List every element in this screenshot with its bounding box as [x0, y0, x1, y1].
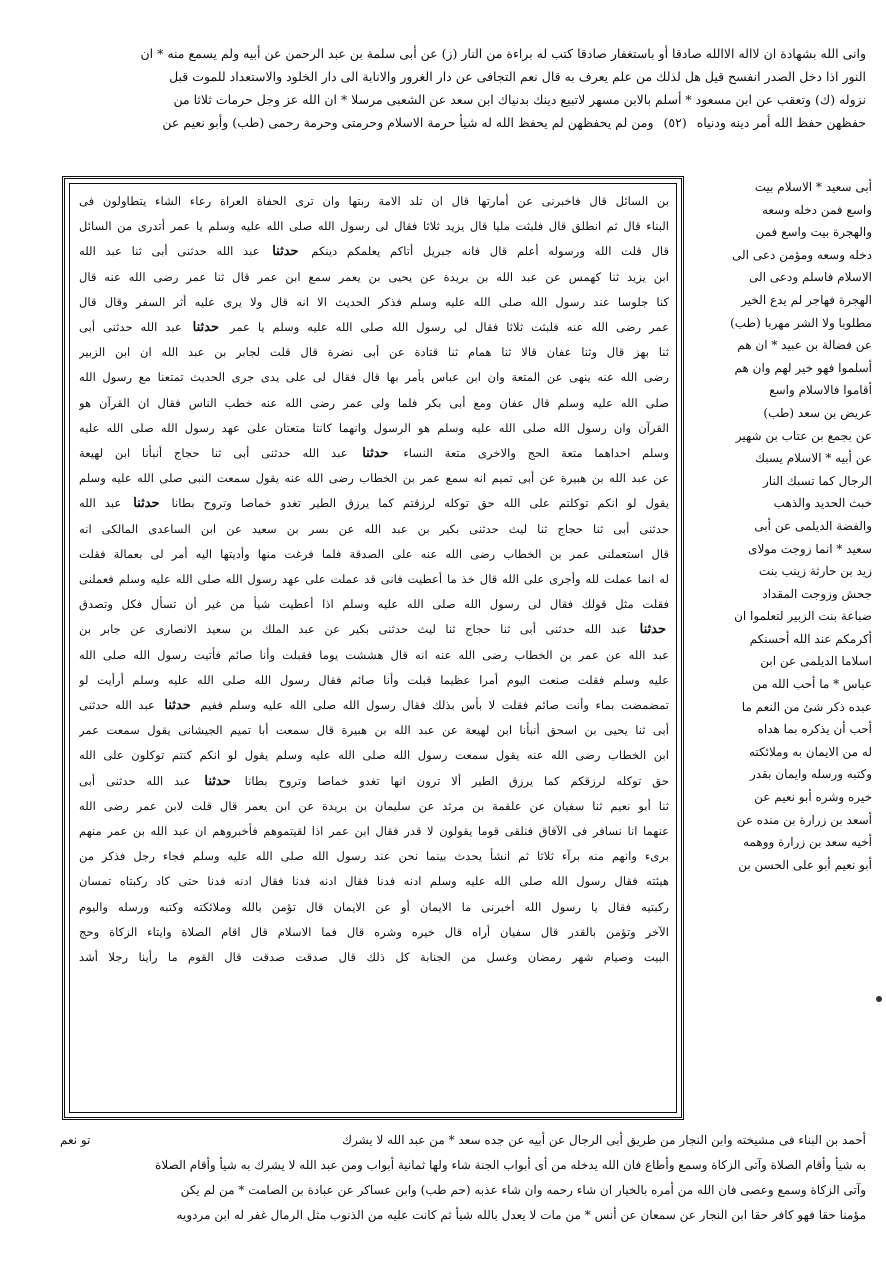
main-line-segment: ثنا بهز قال وثنا عفان قالا ثنا همام ثنا قتادة عن أبى نضرة قال قلت لجابر بن عبد الله ان ابن الزبير	[79, 345, 669, 360]
main-line-segment: عبد الله حدثنى أبى ثنا حجاج ثنا ليث حدثنى بكير عن عبد الملك بن سعيد الانصارى عن جابر بن	[79, 622, 637, 637]
side-line-24: عبده ذكر شئ من النعم ما	[741, 699, 872, 714]
side-line-13: عن أبيه * الاسلام يسبك	[755, 451, 872, 466]
edge-dot	[876, 996, 882, 1002]
side-line-22: اسلاما الديلمى عن ابن	[760, 654, 872, 669]
top-line-4	[60, 111, 866, 134]
bottom-line-1-text: أحمد بن البناء فى مشيخته وابن النجار من طريق أبى الرجال عن أبيه عن جده سعد * من عبد الله لا يشرك	[342, 1133, 866, 1147]
main-line-30	[79, 920, 669, 945]
top-line-4-end: ومن لم يحفظهن لم يحفظ الله له شيأ حرمة الاسلام وحرمتى وحرمة رحمى (طب) وأبو نعيم عن	[162, 115, 654, 130]
main-line-segment: ركبتيه فقال يا رسول الله أخبرنى ما الايمان أو عن الايمان قال تؤمن بالله وملائكته وكتبه ورسله واليوم	[79, 899, 669, 914]
bottom-line-3: وآتى الزكاة وسمع وعصى فان الله من أمره بالخيار ان شاء رحمه وان شاء عذبه (حم طب) وابن عساكر عن عبادة بن الصامت * من لم يكن	[180, 1183, 866, 1197]
main-line-segment: فقلت مثل قولك فقال لى رسول الله صلى الله عليه وسلم اذا أعطيت شيأ من غير أن تسأل فكل وتصدق	[79, 597, 669, 612]
main-line-16	[79, 567, 669, 592]
main-line-segment: البيت وصيام شهر رمضان وغسل من الجنابة كل ذلك قال صدقت صدقت قال القوم ما رأينا رجلا أشد	[79, 950, 669, 965]
main-line-segment: عنهما انا نسافر فى الآفاق فنلقى قوما يقولون لا قدر فقال ابن عمر اذا لقيتموهم فأخبروهم ان عبد الله بن عمر منهم	[79, 824, 669, 839]
top-line-2: النور اذا دخل الصدر انفسح قيل هل لذلك من علم يعرف به قال نعم التجافى عن دار الغرور والانابة الى دار الخلود والاستعداد للموت قبل	[169, 69, 866, 84]
main-line-segment: عبد الله حدثنى	[79, 698, 162, 713]
main-line-27	[79, 844, 669, 869]
side-line-25: أحب أن يذكره بما هداه	[757, 722, 872, 737]
bottom-margin-text	[60, 1128, 866, 1278]
bottom-line-4: مؤمنا حقا فهو كافر حقا ابن النجار عن سمعان عن أنس * من مات لا يعدل بالله شيأ ثم كانت عليه من الذنوب مثل الرمال غفر له ابن مردويه	[176, 1208, 866, 1222]
main-line-segment: رضى الله عنه ينهى عن المتعة وان ابن عباس يأمر بها قال فقال لى على يدى جرى الحديث تمتعنا مع رسول الله	[79, 370, 669, 385]
main-line-segment: ابن الخطاب رضى الله عنه يقول سمعت رسول الله صلى الله عليه وسلم يقول لو انكم كنتم توكلون على الله	[79, 748, 669, 763]
main-line-segment: البناء قال ثم انطلق قال فلبثت مليا قال يزيد ثلاثا فقال لى رسول الله صلى الله عليه وسلم يا عمر أتدرى من السائل	[79, 219, 669, 234]
side-line-23: عباس * ما أحب الله من	[752, 677, 872, 692]
side-line-28: خيره وشره أبو نعيم عن	[754, 790, 872, 805]
main-line-segment: ابن يزيد ثنا كهمس عن عبد الله بن بريدة عن يحيى بن يعمر سمع ابن عمر قال ثنا عمر رضى الله عنه قال	[79, 269, 669, 284]
main-line-segment: عبد الله حدثنى أبى ثنا عبد الله	[79, 244, 270, 259]
side-line-14: الرجال كما تسبك النار	[763, 473, 872, 488]
main-line-12	[79, 466, 669, 491]
side-line-27: وكتبه ورسله وايمان بقدر	[749, 767, 872, 782]
main-line-segment: حق توكله لرزقكم كما يرزق الطير ألا ترون انها تغدو خماصا وتروح بطانا	[233, 773, 669, 788]
hadith-keyword: حدثنا	[639, 622, 666, 638]
main-line-segment: قال استعملنى عمر بن الخطاب رضى الله عنه على الصدقة فلما فرغت منها وأديتها اليه أمر لى بعمالة فقلت	[79, 546, 669, 561]
hadith-keyword: حدثنا	[133, 496, 160, 512]
top-line-3: نزوله (ك) وتعقب عن ابن مسعود * أسلم بالابن مسهر لاتبيع دينك بدنياك ابن سعد عن الشعبى مرسلا * ان الله عز وجل حرمات ثلاثا من	[173, 92, 866, 107]
top-line-1: وانى الله بشهادة ان لااله الاالله صادقا أو باستغفار صادقا كتب له براءة من النار (ز) عن أبى سلمة بن عبد الرحمن عن أبيه ولم يسمع منه * ان	[140, 46, 866, 61]
main-line-13	[79, 491, 669, 516]
side-line-10: أقاموا فالاسلام واسع	[769, 383, 872, 398]
main-line-segment: ثنا أبو نعيم ثنا سفيان عن علقمة بن مرثد عن سليمان بن بريدة عن ابن يعمر قال قلت لابن عمر رضى الله	[79, 798, 669, 813]
side-line-26: له من الايمان به وملائكته	[748, 744, 872, 759]
main-line-segment: عبد الله حدثنى أبى ثنا حجاج أنبأنا ابن لهيعة	[79, 446, 360, 461]
main-line-22	[79, 718, 669, 743]
main-line-7	[79, 340, 669, 365]
hadith-keyword: حدثنا	[192, 320, 220, 336]
side-line-31: أبو نعيم أبو على الحسن بن	[738, 857, 872, 872]
bottom-line-1	[60, 1128, 866, 1153]
top-line-4-start: حفظهن حفظ الله أمر دينه ودنياه	[696, 115, 866, 130]
main-line-segment: القرآن وان رسول الله صلى الله عليه وسلم هو الرسول وانهما كانتا متعتان على عهد رسول الله صلى الله عليه	[79, 420, 669, 435]
main-line-4	[79, 265, 669, 290]
main-line-segment: عبد الله حدثنى أبى	[79, 320, 190, 335]
main-line-segment: عبد الله عن عمر بن الخطاب رضى الله عنه انه قال هششت يوما فقبلت وأنا صائم فأتيت رسول الله صلى الله	[79, 647, 669, 662]
side-line-1: أبى سعيد * الاسلام بيت	[754, 180, 872, 194]
main-line-6	[79, 315, 669, 340]
side-line-5: الاسلام فاسلم ودعى الى	[749, 270, 872, 285]
page-number: (٥٢)	[663, 115, 687, 130]
main-line-segment: يقول لو انكم توكلتم على الله حق توكله لرزقتم كما يرزق الطير تغدو خماصا وتروح بطانا	[162, 496, 669, 511]
main-line-segment: الآخر وتؤمن بالقدر قال سفيان أراه قال خيره وشره قال فما الاسلام قال اقام الصلاة وايتاء الزكاة وحج	[79, 924, 669, 939]
main-line-segment: عبد الله	[79, 496, 131, 511]
side-line-7: مطلوبا ولا الشر مهربا (طب)	[730, 315, 872, 330]
main-line-segment: هيئته فقال رسول الله صلى الله عليه وسلم ادنه فدنا فقال ادنه فدنا فقال ادنه فدنا حتى كاد ركبتاه تمسان	[79, 874, 669, 889]
main-text-body	[79, 189, 669, 1109]
top-margin-text	[60, 42, 866, 172]
main-line-segment: عمر رضى الله عنه فلبثت ثلاثا فقال لى رسول الله صلى الله عليه وسلم يا عمر	[222, 320, 669, 335]
main-line-segment: قال قلت الله ورسوله أعلم قال فانه جبريل أتاكم يعلمكم دينكم	[301, 244, 669, 259]
side-column-text	[692, 176, 872, 1120]
main-line-segment: حدثنى أبى ثنا حجاج ثنا ليث حدثنى بكير بن عبد الله عن بسر بن سعيد عن ابن الساعدى المالكى انه	[79, 521, 669, 536]
main-line-21	[79, 693, 669, 718]
main-line-segment: أبى ثنا يحيى بن اسحق أنبأنا ابن لهيعة عن عبد الله بن هبيرة قال سمعت أبا تميم الجيشانى يقول سمعت عمر	[79, 723, 669, 738]
main-line-11	[79, 441, 669, 466]
side-line-4: دخله وسعه ومؤمن دعى الى	[732, 247, 872, 262]
side-line-21: أكرمكم عند الله أحسنكم	[749, 631, 872, 646]
side-line-15: خبث الحديد والذهب	[773, 496, 872, 511]
main-text-frame	[62, 176, 684, 1120]
main-line-segment: له انما عملت لله وأجرى على الله قال خذ ما أعطيت فانى قد عملت على عهد رسول الله صلى الله عليه وسلم فعملنى	[79, 572, 669, 587]
main-line-segment: بن السائل قال فاخبرنى عن أمارتها قال ان تلد الامة ربتها وان ترى الحفاة العراة رعاء الشاء يتطاولون فى	[79, 194, 669, 208]
side-line-18: زيد بن حارثة زينب بنت	[758, 564, 872, 579]
side-line-29: أسعد بن زرارة بن منده عن	[736, 812, 872, 827]
main-line-14	[79, 517, 669, 542]
main-line-segment: برىء وانهم منه برآء ثلاثا ثم انشأ يحدث بينما نحن عند رسول الله صلى الله عليه وسلم فجاء رجل فذكر من	[79, 849, 669, 864]
main-line-10	[79, 416, 669, 441]
main-line-segment: عبد الله حدثنى أبى	[79, 773, 202, 788]
main-line-29	[79, 895, 669, 920]
side-line-20: ضباعة بنت الزبير لتعلموا ان	[734, 609, 872, 624]
main-line-segment: صلى الله عليه وسلم قال عفان ومع أبى بكر فلما ولى عمر رضى الله عنه خطب الناس فقال ان القرآن هو	[79, 395, 669, 410]
main-line-20	[79, 668, 669, 693]
main-line-23	[79, 743, 669, 768]
main-line-8	[79, 365, 669, 390]
main-line-3	[79, 239, 669, 264]
main-line-25	[79, 794, 669, 819]
main-line-1	[79, 189, 669, 214]
main-line-24	[79, 769, 669, 794]
side-line-12: عن بجمع بن عتاب بن شهير	[735, 428, 872, 443]
main-line-28	[79, 869, 669, 894]
side-line-11: عريض بن سعد (طب)	[763, 405, 872, 420]
main-line-15	[79, 542, 669, 567]
main-line-9	[79, 391, 669, 416]
hadith-keyword: حدثنا	[204, 773, 231, 789]
main-line-segment: وسلم احداهما متعة الحج والاخرى متعة النساء	[391, 446, 669, 461]
main-line-segment: تمضمضت بماء وأنت صائم فقلت لا بأس بذلك فقال رسول الله صلى الله عليه وسلم ففيم	[193, 698, 669, 713]
main-line-segment: عن عبد الله بن هبيرة عن أبى تميم انه سمع عمر بن الخطاب رضى الله عنه يقول سمعت النبى صلى الله عليه وسلم	[79, 471, 669, 486]
side-line-30: أخيه سعد بن زرارة ووهمه	[743, 835, 872, 850]
main-line-17	[79, 592, 669, 617]
bottom-line-1-note: تو نعم	[60, 1133, 91, 1147]
side-line-9: أسلموا فهو خير لهم وان هم	[734, 360, 872, 375]
hadith-keyword: حدثنا	[272, 244, 299, 260]
main-line-5	[79, 290, 669, 315]
side-line-19: جحش وزوجت المقداد	[762, 586, 872, 601]
main-line-18	[79, 617, 669, 642]
hadith-keyword: حدثنا	[362, 446, 389, 462]
side-line-2: واسع فمن دخله وسعه	[761, 202, 872, 217]
main-line-2	[79, 214, 669, 239]
side-line-6: الهجرة فهاجر لم يدع الخير	[741, 292, 872, 307]
bottom-line-2: به شيأ وأقام الصلاة وآتى الزكاة وسمع وأطاع فان الله يدخله من أى أبواب الجنة شاء ولها ثمانية أبواب ومن عبد الله لا يشرك به شيأ وأقام الصلاة	[155, 1158, 866, 1172]
hadith-keyword: حدثنا	[164, 698, 191, 714]
side-line-8: عن فضالة بن عبيد * ان هم	[737, 338, 872, 353]
main-line-segment: كنا جلوسا عند رسول الله صلى الله عليه وسلم فذكر الحديث الا انه قال ولا يرى عليه أثر السفر وقال قال	[79, 294, 669, 309]
side-line-3: والهجرة بيت واسع فمن	[755, 225, 872, 240]
main-line-26	[79, 819, 669, 844]
side-line-17: سعيد * انما زوجت مولاى	[748, 541, 872, 556]
side-line-16: والفضة الديلمى عن أبى	[754, 518, 872, 533]
main-line-segment: عليه وسلم فقلت صنعت اليوم أمرا عظيما قبلت وأنا صائم فقال رسول الله صلى الله عليه وسلم أرأيت لو	[79, 672, 669, 687]
main-line-19	[79, 643, 669, 668]
main-line-31	[79, 945, 669, 970]
